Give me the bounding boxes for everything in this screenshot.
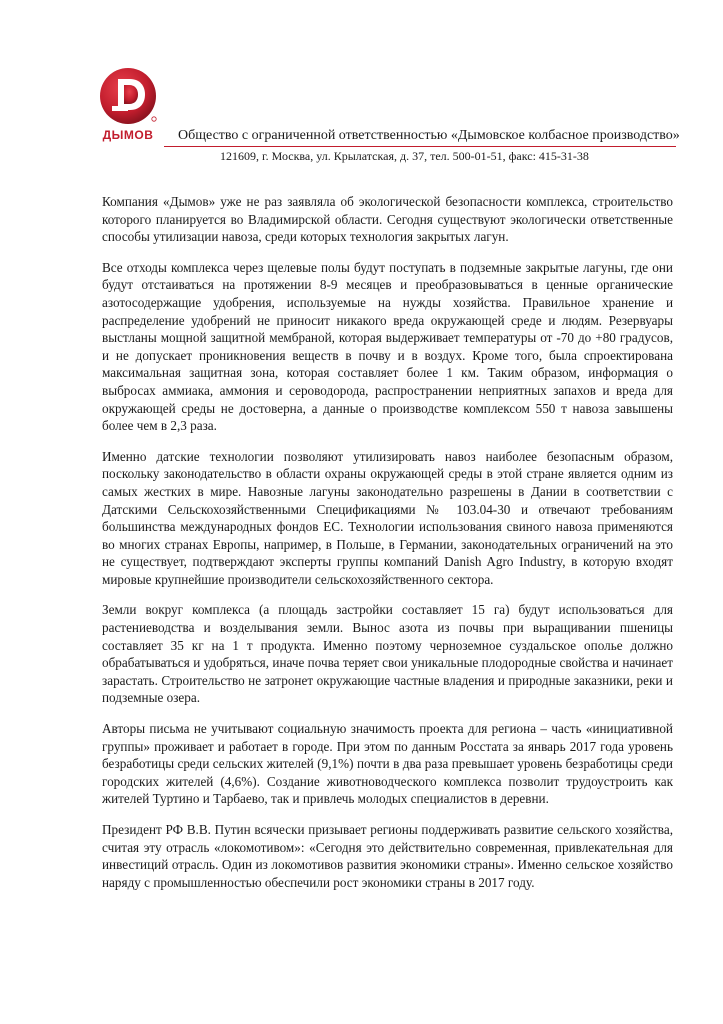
header-divider xyxy=(164,146,676,147)
company-name: Общество с ограниченной ответственностью «Дымовское колбасное производство» xyxy=(178,128,680,143)
paragraph: Авторы письма не учитывают социальную значимость проекта для региона – часть «инициативной группы» проживает и работает в городе. При этом по данным Росстата за январь 2017 года уровень безработицы среди сельских жителей (9,1%) почти в два раза превышает уровень безработицы среди городских жителей (4,6%). Создание животноводческого комплекса позволит трудоустроить как жителей Туртино и Тарбаево, так и привлечь молодых специалистов в деревни. xyxy=(102,721,673,807)
paragraph: Все отходы комплекса через щелевые полы будут поступать в подземные закрытые лагуны, где они будут отстаиваться на протяжении 8-9 месяцев и преобразовываться в ценные органические азотосодержащие удобрения, используемые на нужды хозяйства. Правильное хранение и распределение удобрений не приносит никакого вреда окружающей среде и людям. Резервуары выстланы мощной защитной мембраной, которая выдерживает температуры от -70 до +80 градусов, и не допускает проникновения веществ в почву и в воздух. Кроме того, была спроектирована максимальная защитная зона, которая составляет более 1 км. Таким образом, информация о выбросах аммиака, аммония и сероводорода, распространении неприятных запахов и вреда для окружающей среды не достоверна, а данные о производстве комплексом 550 т навоза завышены более чем в 2,3 раза. xyxy=(102,259,673,434)
logo-wordmark: ДЫМОВ xyxy=(102,128,154,142)
company-address: 121609, г. Москва, ул. Крылатская, д. 37, тел. 500-01-51, факс: 415-31-38 xyxy=(220,149,589,163)
paragraph: Компания «Дымов» уже не раз заявляла об экологической безопасности комплекса, строительство которого планируется во Владимирской области. Сегодня существуют экологически ответственные способы утилизации навоза, среди которых технология закрытых лагун. xyxy=(102,194,673,245)
paragraph: Земли вокруг комплекса (а площадь застройки составляет 15 га) будут использоваться для растениеводства и возделывания земли. Вынос азота из почвы при выращивании пшеницы составляет 35 кг на 1 т продукта. Именно поэтому черноземное суздальское ополье должно обрабатываться и удобряться, иначе почва теряет свои уникальные плодородные свойства и начинает зарастать. Строительство не затронет окружающие частные владения и природные заказники, реки и подземные озера. xyxy=(102,602,673,706)
company-logo xyxy=(92,66,164,144)
paragraph: Именно датские технологии позволяют утилизировать навоз наиболее безопасным образом, поскольку законодательство в области охраны окружающей среды в этой стране является одним из самых жестких в мире. Навозные лагуны законодательно разрешены в Дании в соответствии с Датскими Сельскохозяйственными Спецификациями № 103.04-30 и отвечают требованиям большинства международных фондов ЕС. Технологии использования свиного навоза применяются во многих странах Европы, например, в Польше, в Германии, законодательных ограничений на это не существует, подтверждают эксперты группы компаний Danish Agro Industry, в которую входят мировые крупнейшие производители сельскохозяйственного сектора. xyxy=(102,448,673,587)
paragraph: Президент РФ В.В. Путин всячески призывает регионы поддерживать развитие сельского хозяйства, считая эту отрасль «локомотивом»: «Сегодня это действительно современная, привлекательная для инвестиций отрасль. Один из локомотивов развития экономики страны». Именно сельское хозяйство наряду с промышленностью обеспечили рост экономики страны в 2017 году. xyxy=(102,822,673,890)
letter-body xyxy=(102,193,673,904)
dymov-logo-icon xyxy=(92,66,164,144)
